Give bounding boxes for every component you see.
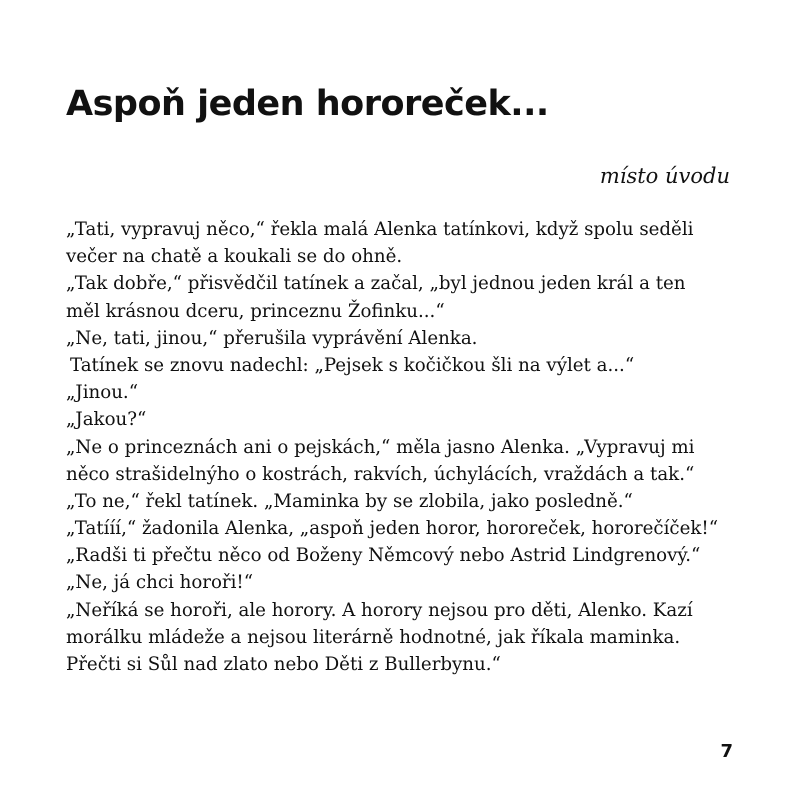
text-line: „Ne o princeznách ani o pejskách,“ měla jasno Alenka. „Vypravuj mi — [66, 436, 695, 458]
text-line: „Tatííí,“ žadonila Alenka, „aspoň jeden horor, hororeček, hororečíček!“ — [66, 518, 718, 540]
body-text — [66, 216, 746, 678]
text-line: „Neříká se horoři, ale horory. A horory nejsou pro děti, Alenko. Kazí — [66, 599, 693, 621]
text-line: „Jakou?“ — [66, 409, 147, 431]
text-line: „Tak dobře,“ přisvědčil tatínek a začal, „byl jednou jeden král a ten — [66, 273, 686, 295]
text-line: „Tati, vypravuj něco,“ řekla malá Alenka tatínkovi, když spolu seděli — [66, 219, 694, 240]
text-line: „Jinou.“ — [66, 382, 138, 404]
chapter-subtitle: místo úvodu — [599, 164, 730, 188]
text-line: „Radši ti přečtu něco od Boženy Němcový nebo Astrid Lindgrenový.“ — [66, 545, 701, 567]
text-line: „Ne, já chci horoři!“ — [66, 572, 254, 594]
text-line: večer na chatě a koukali se do ohně. — [66, 246, 403, 268]
text-line: „Ne, tati, jinou,“ přerušila vyprávění Alenka. — [66, 327, 478, 349]
text-line: Tatínek se znovu nadechl: „Pejsek s kočičkou šli na výlet a...“ — [70, 354, 635, 376]
text-line: „To ne,“ řekl tatínek. „Maminka by se zlobila, jako posledně.“ — [66, 490, 633, 512]
page-number: 7 — [720, 741, 733, 762]
text-line: morálku mládeže a nejsou literárně hodnotné, jak říkala maminka. — [66, 626, 681, 648]
text-line: Přečti si Sůl nad zlato nebo Děti z Bullerbynu.“ — [66, 654, 501, 675]
page-title: Aspoň jeden hororeček... — [66, 84, 549, 124]
text-line: něco strašidelnýho o kostrách, rakvích, úchylácích, vraždách a tak.“ — [66, 463, 695, 485]
text-line: měl krásnou dceru, princeznu Žofinku...“ — [66, 300, 445, 322]
